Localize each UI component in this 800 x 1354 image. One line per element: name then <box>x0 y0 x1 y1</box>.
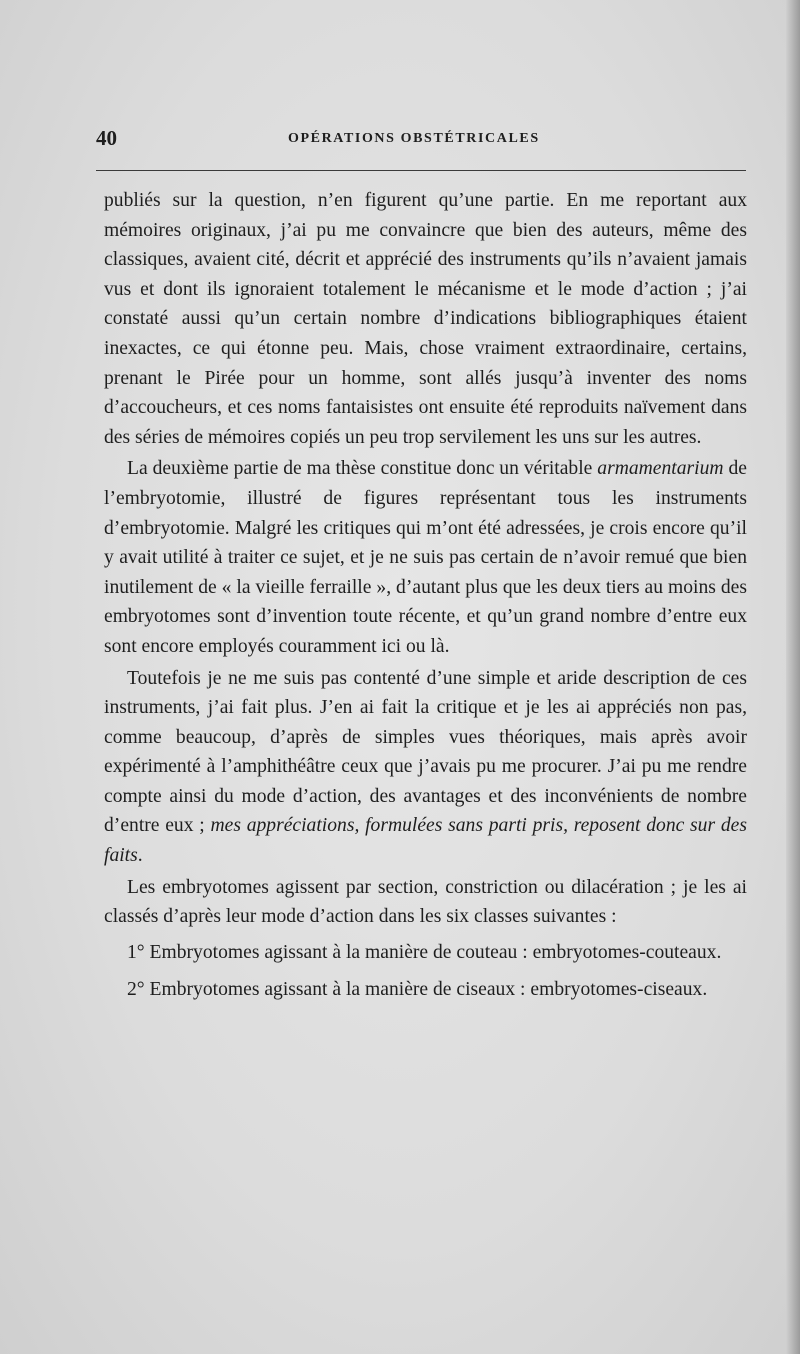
paragraph-text: Toutefois je ne me suis pas contenté d’une simple et aride description de ces instruments, j’ai fait plus. J’en ai fait la critique et je les ai appréciés non pas, comme beaucoup, d’après de simples vues théoriques, mais après avoir expérimenté à l’amphithéâtre ceux que j’avais pu me procurer. J’ai pu me rendre compte ainsi du mode d’action, des avantages et des inconvénients de nombre d’entre eux ; <box>104 667 747 837</box>
paragraph-armamentarium <box>104 454 747 661</box>
body-text <box>104 186 747 1005</box>
paragraph-continued: publiés sur la question, n’en figurent qu’une partie. En me reportant aux mémoires originaux, j’ai pu me convaincre que bien des auteurs, même des classiques, avaient cité, décrit et apprécié des instruments qu’ils n’avaient jamais vus et dont ils ignoraient totalement le mécanisme et le mode d’action ; j’ai constaté aussi qu’un certain nombre d’indications bibliographiques étaient inexactes, ce qui étonne peu. Mais, chose vraiment extraordinaire, certains, prenant le Pirée pour un homme, sont allés jusqu’à inventer des noms d’accoucheurs, et ces noms fantaisistes ont ensuite été reproduits naïvement dans des séries de mémoires copiés un peu trop servilement les uns sur les autres. <box>104 190 747 448</box>
paragraph-classification: Les embryotomes agissent par section, constriction ou dilacération ; je les ai classés d’après leur mode d’action dans les six classes suivantes : <box>104 876 747 928</box>
running-title: OPÉRATIONS OBSTÉTRICALES <box>288 131 540 146</box>
italic-term: armamentarium <box>597 458 724 480</box>
list-item-2: 2° Embryotomes agissant à la manière de ciseaux : embryotomes-ciseaux. <box>127 979 708 1001</box>
paragraph-toutefois <box>104 664 747 871</box>
paragraph-text: de l’embryotomie, illustré de figures représentant tous les instruments d’embryotomie. Malgré les critiques qui m’ont été adressées, je crois encore qu’il y avait utilité à traiter ce sujet, et je ne suis pas certain de n’avoir remué que bien inutilement de « la vieille ferraille », d’autant plus que les deux tiers au moins des embryotomes sont d’invention toute récente, et qu’un grand nombre d’entre eux sont encore employés couramment ici ou là. <box>104 458 747 657</box>
paragraph-text: . <box>137 845 143 867</box>
header-rule <box>96 170 746 171</box>
page-number: 40 <box>96 126 117 150</box>
list-item-1: 1° Embryotomes agissant à la manière de couteau : embryotomes-couteaux. <box>127 941 722 963</box>
italic-phrase: mes appréciations, formulées sans parti pris, reposent donc sur des faits <box>104 815 747 867</box>
running-header <box>96 126 746 156</box>
page-edge-shadow <box>786 0 800 1354</box>
paragraph-text: La deuxième partie de ma thèse constitue donc un véritable <box>127 458 598 480</box>
